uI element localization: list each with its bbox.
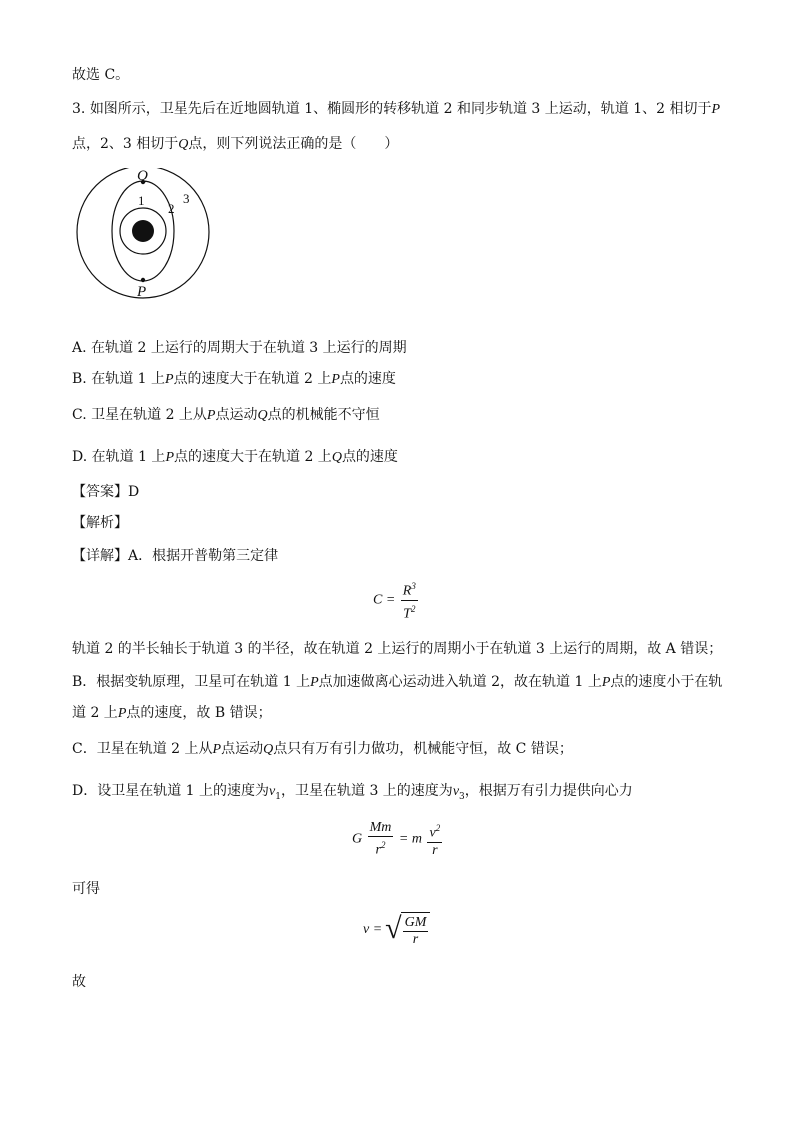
eq2-rnum-exp: 2 [435, 823, 441, 833]
answer-value: D [128, 484, 140, 500]
detail-b-p2: P [601, 675, 611, 690]
equation-gravity [352, 820, 444, 859]
option-c-p: P [206, 408, 216, 423]
option-d [72, 448, 398, 467]
earth [132, 220, 154, 242]
equation-kepler [373, 578, 420, 622]
answer-label: 【答案】 [72, 484, 128, 500]
question-line-1 [72, 100, 720, 119]
orbit-diagram [70, 168, 240, 303]
eq3-fraction [403, 915, 429, 948]
question-text-1: 如图所示，卫星先后在近地圆轨道 1、椭圆形的转移轨道 2 和同步轨道 3 上运动，轨道 1、2 相切于 [89, 101, 712, 117]
option-d-q: Q [331, 450, 342, 465]
detail-a-intro [72, 547, 278, 565]
eq1-num-exp: 3 [411, 581, 416, 591]
detail-c-text-1: C．卫星在轨道 2 上从 [72, 741, 213, 757]
eq2-rnum: v [429, 825, 436, 841]
detail-c-text-3: 点只有万有引力做功，机械能守恒，故 C 错误； [273, 741, 573, 757]
option-a: A. 在轨道 2 上运行的周期大于在轨道 3 上运行的周期 [72, 340, 407, 356]
label-2: 2 [168, 201, 175, 216]
option-b-text-2: 点的速度大于在轨道 2 上 [173, 371, 332, 387]
eq3-sqrt [385, 912, 430, 948]
option-d-p: P [165, 450, 174, 465]
eq2-rden: r [432, 842, 438, 858]
detail-label: 【详解】 [72, 548, 128, 564]
eq3-den: r [412, 932, 419, 947]
option-d-text-1: D. 在轨道 1 上 [72, 449, 166, 465]
intro-line: 故选 C。 [72, 67, 130, 83]
option-c-text-1: C. 卫星在轨道 2 上从 [72, 407, 207, 423]
detail-b-text-2: 点加速做离心运动进入轨道 2，故在轨道 1 上 [318, 674, 602, 690]
gu-line: 故 [72, 974, 86, 990]
question-number: 3. [72, 101, 86, 117]
question-text-2: 点，2、3 相切于 [72, 136, 179, 152]
detail-b-text-4: 道 2 上 [72, 705, 118, 721]
eq1-den: T [403, 606, 411, 622]
eq2-fraction-right [427, 820, 442, 859]
option-c-q: Q [257, 408, 268, 423]
point-q: Q [178, 137, 189, 152]
eq3-num: GM [404, 915, 427, 930]
point-p: P [711, 102, 721, 117]
detail-b-line-2 [72, 704, 272, 723]
detail-b-p1: P [310, 675, 319, 690]
detail-a-text: 轨道 2 的半长轴长于轨道 3 的半径，故在轨道 2 上运行的周期小于在轨道 3 上运行的周期，故 A 错误； [72, 641, 723, 657]
option-b-p2: P [331, 372, 340, 387]
detail-d-v3: v [452, 784, 460, 799]
option-b-text-3: 点的速度 [339, 371, 396, 387]
option-d-text-2: 点的速度大于在轨道 2 上 [174, 449, 332, 465]
detail-a-intro-text: A．根据开普勒第三定律 [128, 548, 279, 564]
detail-b-text-1: B．根据变轨原理，卫星可在轨道 1 上 [72, 674, 311, 690]
detail-d-v1-sub: 1 [275, 791, 281, 802]
detail-d-v3-sub: 3 [459, 791, 465, 802]
detail-b-p3: P [117, 706, 127, 721]
detail-d-line [72, 782, 633, 806]
point-p-dot [141, 278, 145, 282]
option-c-text-3: 点的机械能不守恒 [267, 407, 380, 423]
detail-d-v1: v [269, 784, 276, 799]
eq1-den-exp: 2 [410, 603, 416, 614]
eq2-den: r [375, 842, 381, 858]
detail-b-line-1 [72, 673, 722, 692]
label-q: Q [137, 168, 148, 184]
label-3: 3 [183, 191, 190, 206]
equation-velocity [363, 912, 430, 948]
label-1: 1 [138, 193, 145, 208]
option-b [72, 370, 396, 389]
eq3-lhs: v = [363, 922, 383, 937]
eq2-num: Mm [369, 820, 392, 835]
label-p: P [137, 284, 147, 300]
question-text-3: 点，则下列说法正确的是（ ） [188, 136, 399, 152]
sqrt-symbol-icon: √ [385, 912, 402, 945]
detail-d-text-1: D．设卫星在轨道 1 上的速度为 [72, 783, 270, 799]
detail-b-text-5: 点的速度，故 B 错误； [126, 705, 272, 721]
analysis-label: 【解析】 [72, 515, 128, 531]
eq2-den-exp: 2 [380, 840, 386, 850]
eq2-fraction-left [368, 820, 394, 859]
detail-c-line [72, 740, 573, 759]
eq2-g: G [352, 831, 363, 847]
ke-de-line: 可得 [72, 881, 100, 897]
option-d-text-3: 点的速度 [341, 449, 398, 465]
option-c-text-2: 点运动 [215, 407, 258, 423]
option-c [72, 406, 380, 425]
detail-c-q: Q [263, 742, 274, 757]
eq1-lhs: C = [373, 592, 396, 608]
detail-d-text-2: ，卫星在轨道 3 上的速度为 [281, 783, 453, 799]
detail-c-text-2: 点运动 [221, 741, 264, 757]
eq1-fraction [401, 578, 418, 622]
option-b-text-1: B. 在轨道 1 上 [72, 371, 165, 387]
detail-d-text-3: ，根据万有引力提供向心力 [464, 783, 633, 799]
answer-line [72, 483, 139, 501]
detail-b-text-3: 点的速度小于在轨 [610, 674, 723, 690]
detail-c-p: P [212, 742, 222, 757]
eq1-num: R [402, 583, 412, 599]
question-line-2 [72, 135, 398, 154]
option-b-p1: P [165, 372, 174, 387]
eq2-equals: = m [398, 831, 422, 847]
